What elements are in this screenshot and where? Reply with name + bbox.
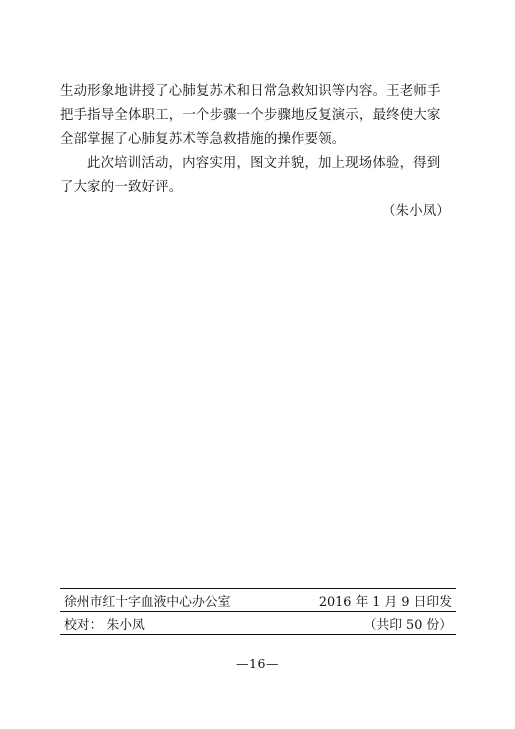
article-body bbox=[60, 80, 456, 224]
issue-row bbox=[60, 589, 456, 611]
paragraph-1 bbox=[60, 80, 456, 152]
paragraph-2 bbox=[60, 152, 456, 200]
print-date: 2016 年 1 月 9 日印发 bbox=[318, 594, 452, 610]
document-footer bbox=[60, 588, 456, 635]
paragraph-2-line-1: 此次培训活动，内容实用，图文并貌，加上现场体验，得到 bbox=[87, 156, 441, 171]
page-number: —16— bbox=[236, 656, 279, 671]
paragraph-1-line-3: 全部掌握了心肺复苏术等急救措施的操作要领。 bbox=[60, 132, 346, 147]
proofreader: 校对： 朱小凤 bbox=[64, 617, 145, 633]
paragraph-1-line-2: 把手指导全体职工，一个步骤一个步骤地反复演示，最终使大家 bbox=[60, 108, 441, 123]
proof-row bbox=[60, 612, 456, 634]
author-signature: （朱小凤） bbox=[382, 204, 450, 219]
paragraph-2-line-2: 了大家的一致好评。 bbox=[60, 180, 183, 195]
footer-bottom-rule bbox=[60, 634, 456, 635]
copies-count: （共印 50 份） bbox=[363, 617, 452, 633]
paragraph-1-line-1: 生动形象地讲授了心肺复苏术和日常急救知识等内容。王老师手 bbox=[60, 84, 441, 99]
issuer-name: 徐州市红十字血液中心办公室 bbox=[64, 594, 231, 610]
